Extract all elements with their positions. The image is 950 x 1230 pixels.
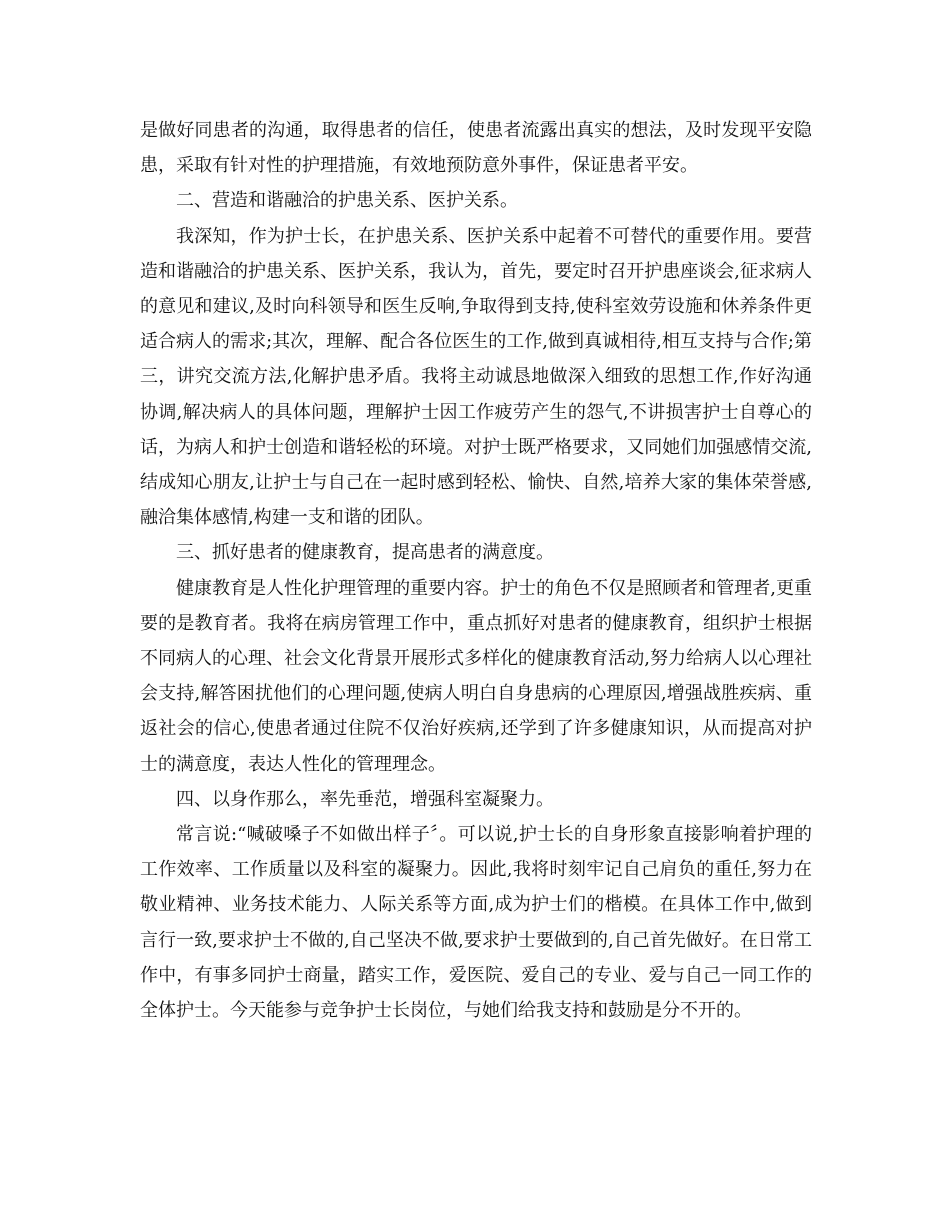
paragraph-relations: 我深知，作为护士长，在护患关系、医护关系中起着不可替代的重要作用。要营造和谐融洽的护患关系、医护关系，我认为，首先，要定时召开护患座谈会,征求病人的意见和建议,及时向科领导和医生反响,争取得到支持,使科室效劳设施和休养条件更适合病人的需求;其次，理解、配合各位医生的工作,做到真诚相待,相互支持与合作;第三，讲究交流方法,化解护患矛盾。我将主动诚恳地做深入细致的思想工作,作好沟通协调,解决病人的具体问题，理解护士因工作疲劳产生的怨气,不讲损害护士自尊心的话，为病人和护士创造和谐轻松的环境。对护士既严格要求，又同她们加强感情交流,结成知心朋友,让护士与自己在一起时感到轻松、愉快、自然,培养大家的集体荣誉感,融洽集体感情,构建一支和谐的团队。 xyxy=(140,225,812,529)
section-heading-4: 四、以身作那么，率先垂范，增强科室凝聚力。 xyxy=(176,788,554,810)
section-heading-3: 三、抓好患者的健康教育，提高患者的满意度。 xyxy=(176,542,554,564)
document-body xyxy=(140,113,812,1028)
paragraph-leadership: 常言说:“喊破嗓子不如做出样子〞。可以说,护士长的自身形象直接影响着护理的工作效率、工作质量以及科室的凝聚力。因此,我将时刻牢记自己肩负的重任,努力在敬业精神、业务技术能力、人际关系等方面,成为护士们的楷模。在具体工作中,做到言行一致,要求护士不做的,自己坚决不做,要求护士要做到的,自己首先做好。在日常工作中，有事多同护士商量，踏实工作，爱医院、爱自己的专业、爱与自己一同工作的全体护士。今天能参与竞争护士长岗位，与她们给我支持和鼓励是分不开的。 xyxy=(140,824,812,1022)
paragraph-health-education: 健康教育是人性化护理管理的重要内容。护士的角色不仅是照顾者和管理者,更重要的是教育者。我将在病房管理工作中，重点抓好对患者的健康教育，组织护士根据不同病人的心理、社会文化背景开展形式多样化的健康教育活动,努力给病人以心理社会支持,解答困扰他们的心理问题,使病人明白自身患病的心理原因,增强战胜疾病、重返社会的信心,使患者通过住院不仅治好疾病,还学到了许多健康知识，从而提高对护士的满意度，表达人性化的管理理念。 xyxy=(140,577,812,775)
section-heading-2: 二、营造和谐融洽的护患关系、医护关系。 xyxy=(176,190,518,212)
paragraph-continuation: 是做好同患者的沟通，取得患者的信任，使患者流露出真实的想法，及时发现平安隐患，采取有针对性的护理措施，有效地预防意外事件，保证患者平安。 xyxy=(140,120,812,177)
